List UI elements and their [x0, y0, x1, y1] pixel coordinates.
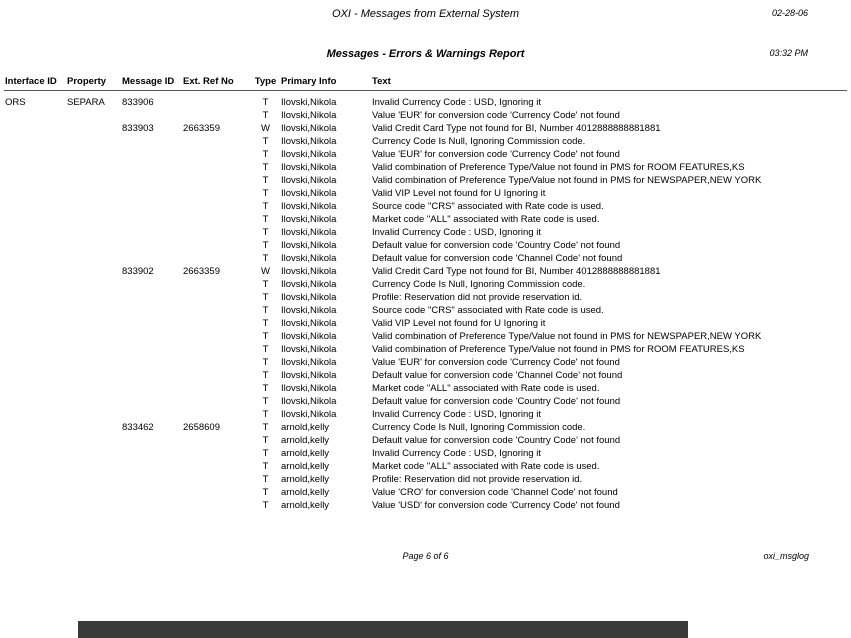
cell-type: T [262, 331, 269, 342]
cell-text: Value 'USD' for conversion code 'Currency Code' not found [372, 500, 620, 511]
cell-primary-info: Ilovski,Nikola [281, 110, 337, 121]
cell-type: T [262, 162, 269, 173]
cell-text: Profile: Reservation did not provide reservation id. [372, 292, 583, 303]
table-row [0, 239, 851, 252]
cell-text: Currency Code Is Null, Ignoring Commission code. [372, 422, 586, 433]
cell-text: Market code "ALL" associated with Rate code is used. [372, 383, 600, 394]
table-row [0, 265, 851, 278]
footer-page-number: Page 6 of 6 [402, 551, 449, 561]
footer-report-ref: oxi_msglog [763, 551, 809, 561]
column-header-text: Text [372, 76, 391, 87]
cell-type: T [262, 409, 269, 420]
cell-message-id: 833462 [122, 422, 154, 433]
cell-primary-info: Ilovski,Nikola [281, 201, 337, 212]
table-row [0, 213, 851, 226]
cell-primary-info: Ilovski,Nikola [281, 357, 337, 368]
cell-primary-info: Ilovski,Nikola [281, 253, 337, 264]
table-row [0, 395, 851, 408]
cell-primary-info: Ilovski,Nikola [281, 123, 337, 134]
cell-type: T [262, 422, 269, 433]
header-divider-line [4, 90, 847, 91]
cell-primary-info: Ilovski,Nikola [281, 370, 337, 381]
cell-type: T [262, 279, 269, 290]
cell-type: T [262, 396, 269, 407]
table-row [0, 434, 851, 447]
cell-ext-ref-no: 2663359 [183, 123, 220, 134]
cell-primary-info: Ilovski,Nikola [281, 266, 337, 277]
cell-text: Invalid Currency Code : USD, Ignoring it [372, 227, 541, 238]
table-header-row [0, 75, 851, 88]
table-row [0, 343, 851, 356]
table-body [0, 96, 851, 512]
cell-primary-info: arnold,kelly [281, 474, 330, 485]
cell-primary-info: arnold,kelly [281, 435, 330, 446]
cell-primary-info: arnold,kelly [281, 422, 330, 433]
cell-ext-ref-no: 2663359 [183, 266, 220, 277]
cell-text: Currency Code Is Null, Ignoring Commission code. [372, 136, 586, 147]
cell-primary-info: Ilovski,Nikola [281, 240, 337, 251]
cell-primary-info: arnold,kelly [281, 500, 330, 511]
cell-text: Market code "ALL" associated with Rate code is used. [372, 461, 600, 472]
cell-text: Profile: Reservation did not provide reservation id. [372, 474, 583, 485]
table-row [0, 109, 851, 122]
cell-primary-info: arnold,kelly [281, 461, 330, 472]
cell-type: T [262, 435, 269, 446]
cell-type: T [262, 110, 269, 121]
cell-text: Source code "CRS" associated with Rate code is used. [372, 305, 604, 316]
cell-type: T [262, 448, 269, 459]
cell-type: W [261, 123, 270, 134]
cell-primary-info: Ilovski,Nikola [281, 136, 337, 147]
table-row [0, 278, 851, 291]
cell-text: Currency Code Is Null, Ignoring Commission code. [372, 279, 586, 290]
cell-type: T [262, 188, 269, 199]
table-row [0, 330, 851, 343]
cell-text: Market code "ALL" associated with Rate code is used. [372, 214, 600, 225]
cell-type: T [262, 344, 269, 355]
table-row [0, 291, 851, 304]
cell-primary-info: Ilovski,Nikola [281, 305, 337, 316]
cell-primary-info: Ilovski,Nikola [281, 227, 337, 238]
table-row [0, 226, 851, 239]
cell-primary-info: arnold,kelly [281, 448, 330, 459]
cell-type: T [262, 253, 269, 264]
cell-type: T [262, 305, 269, 316]
cell-ext-ref-no: 2658609 [183, 422, 220, 433]
column-header-primary-info: Primary Info [281, 76, 337, 87]
cell-type: T [262, 370, 269, 381]
cell-message-id: 833903 [122, 123, 154, 134]
cell-primary-info: Ilovski,Nikola [281, 188, 337, 199]
column-header-property: Property [67, 76, 107, 87]
cell-type: T [262, 292, 269, 303]
cell-primary-info: Ilovski,Nikola [281, 331, 337, 342]
cell-primary-info: Ilovski,Nikola [281, 149, 337, 160]
table-row [0, 148, 851, 161]
cell-type: T [262, 201, 269, 212]
table-row [0, 252, 851, 265]
cell-text: Valid Credit Card Type not found for BI, Number 4012888888881881 [372, 266, 661, 277]
report-date: 02-28-06 [771, 8, 808, 18]
cell-type: T [262, 487, 269, 498]
cell-primary-info: Ilovski,Nikola [281, 292, 337, 303]
table-row [0, 161, 851, 174]
table-row [0, 200, 851, 213]
cell-primary-info: arnold,kelly [281, 487, 330, 498]
cell-text: Invalid Currency Code : USD, Ignoring it [372, 97, 541, 108]
cell-text: Valid VIP Level not found for U Ignoring it [372, 188, 546, 199]
table-row [0, 421, 851, 434]
cell-property: SEPARA [67, 97, 105, 108]
cell-text: Default value for conversion code 'Country Code' not found [372, 240, 621, 251]
cell-primary-info: Ilovski,Nikola [281, 409, 337, 420]
table-row [0, 304, 851, 317]
cell-type: T [262, 318, 269, 329]
table-row [0, 174, 851, 187]
cell-type: T [262, 97, 269, 108]
cell-text: Value 'CRO' for conversion code 'Channel Code' not found [372, 487, 618, 498]
report-subtitle: Messages - Errors & Warnings Report [326, 48, 525, 60]
cell-type: T [262, 149, 269, 160]
column-header-ext-ref-no: Ext. Ref No [183, 76, 234, 87]
cell-text: Invalid Currency Code : USD, Ignoring it [372, 409, 541, 420]
table-row [0, 369, 851, 382]
cell-type: W [261, 266, 270, 277]
cell-type: T [262, 214, 269, 225]
cell-primary-info: Ilovski,Nikola [281, 383, 337, 394]
cell-primary-info: Ilovski,Nikola [281, 162, 337, 173]
cell-text: Value 'EUR' for conversion code 'Currency Code' not found [372, 110, 620, 121]
cell-text: Invalid Currency Code : USD, Ignoring it [372, 448, 541, 459]
cell-primary-info: Ilovski,Nikola [281, 97, 337, 108]
cell-type: T [262, 461, 269, 472]
table-row [0, 96, 851, 109]
cell-type: T [262, 474, 269, 485]
cell-message-id: 833906 [122, 97, 154, 108]
column-header-type: Type [254, 76, 277, 87]
table-row [0, 486, 851, 499]
cell-text: Default value for conversion code 'Channel Code' not found [372, 370, 623, 381]
cell-text: Value 'EUR' for conversion code 'Currency Code' not found [372, 149, 620, 160]
table-row [0, 408, 851, 421]
cell-type: T [262, 175, 269, 186]
cell-message-id: 833902 [122, 266, 154, 277]
table-row [0, 187, 851, 200]
cell-type: T [262, 500, 269, 511]
table-row [0, 447, 851, 460]
cell-type: T [262, 357, 269, 368]
cell-primary-info: Ilovski,Nikola [281, 396, 337, 407]
cell-text: Source code "CRS" associated with Rate code is used. [372, 201, 604, 212]
cell-primary-info: Ilovski,Nikola [281, 214, 337, 225]
cell-type: T [262, 136, 269, 147]
column-header-message-id: Message ID [122, 76, 175, 87]
cell-interface-id: ORS [5, 97, 26, 108]
table-row [0, 135, 851, 148]
cell-text: Default value for conversion code 'Channel Code' not found [372, 253, 623, 264]
cell-primary-info: Ilovski,Nikola [281, 279, 337, 290]
cell-type: T [262, 383, 269, 394]
cell-text: Default value for conversion code 'Country Code' not found [372, 396, 621, 407]
cell-text: Valid VIP Level not found for U Ignoring it [372, 318, 546, 329]
cell-text: Valid Credit Card Type not found for BI, Number 4012888888881881 [372, 123, 661, 134]
cell-text: Valid combination of Preference Type/Value not found in PMS for NEWSPAPER,NEW YORK [372, 331, 762, 342]
cell-primary-info: Ilovski,Nikola [281, 344, 337, 355]
cell-text: Valid combination of Preference Type/Value not found in PMS for ROOM FEATURES,KS [372, 162, 745, 173]
table-row [0, 473, 851, 486]
cell-type: T [262, 240, 269, 251]
cell-text: Default value for conversion code 'Country Code' not found [372, 435, 621, 446]
cell-primary-info: Ilovski,Nikola [281, 175, 337, 186]
table-row [0, 460, 851, 473]
table-row [0, 317, 851, 330]
column-header-interface-id: Interface ID [5, 76, 57, 87]
report-time: 03:32 PM [769, 48, 808, 58]
cell-text: Valid combination of Preference Type/Value not found in PMS for ROOM FEATURES,KS [372, 344, 745, 355]
cell-text: Valid combination of Preference Type/Value not found in PMS for NEWSPAPER,NEW YORK [372, 175, 762, 186]
table-row [0, 122, 851, 135]
cell-primary-info: Ilovski,Nikola [281, 318, 337, 329]
cell-text: Value 'EUR' for conversion code 'Currency Code' not found [372, 357, 620, 368]
table-row [0, 356, 851, 369]
report-title: OXI - Messages from External System [331, 8, 520, 20]
table-row [0, 499, 851, 512]
cell-type: T [262, 227, 269, 238]
bottom-dark-bar [78, 621, 688, 638]
table-row [0, 382, 851, 395]
